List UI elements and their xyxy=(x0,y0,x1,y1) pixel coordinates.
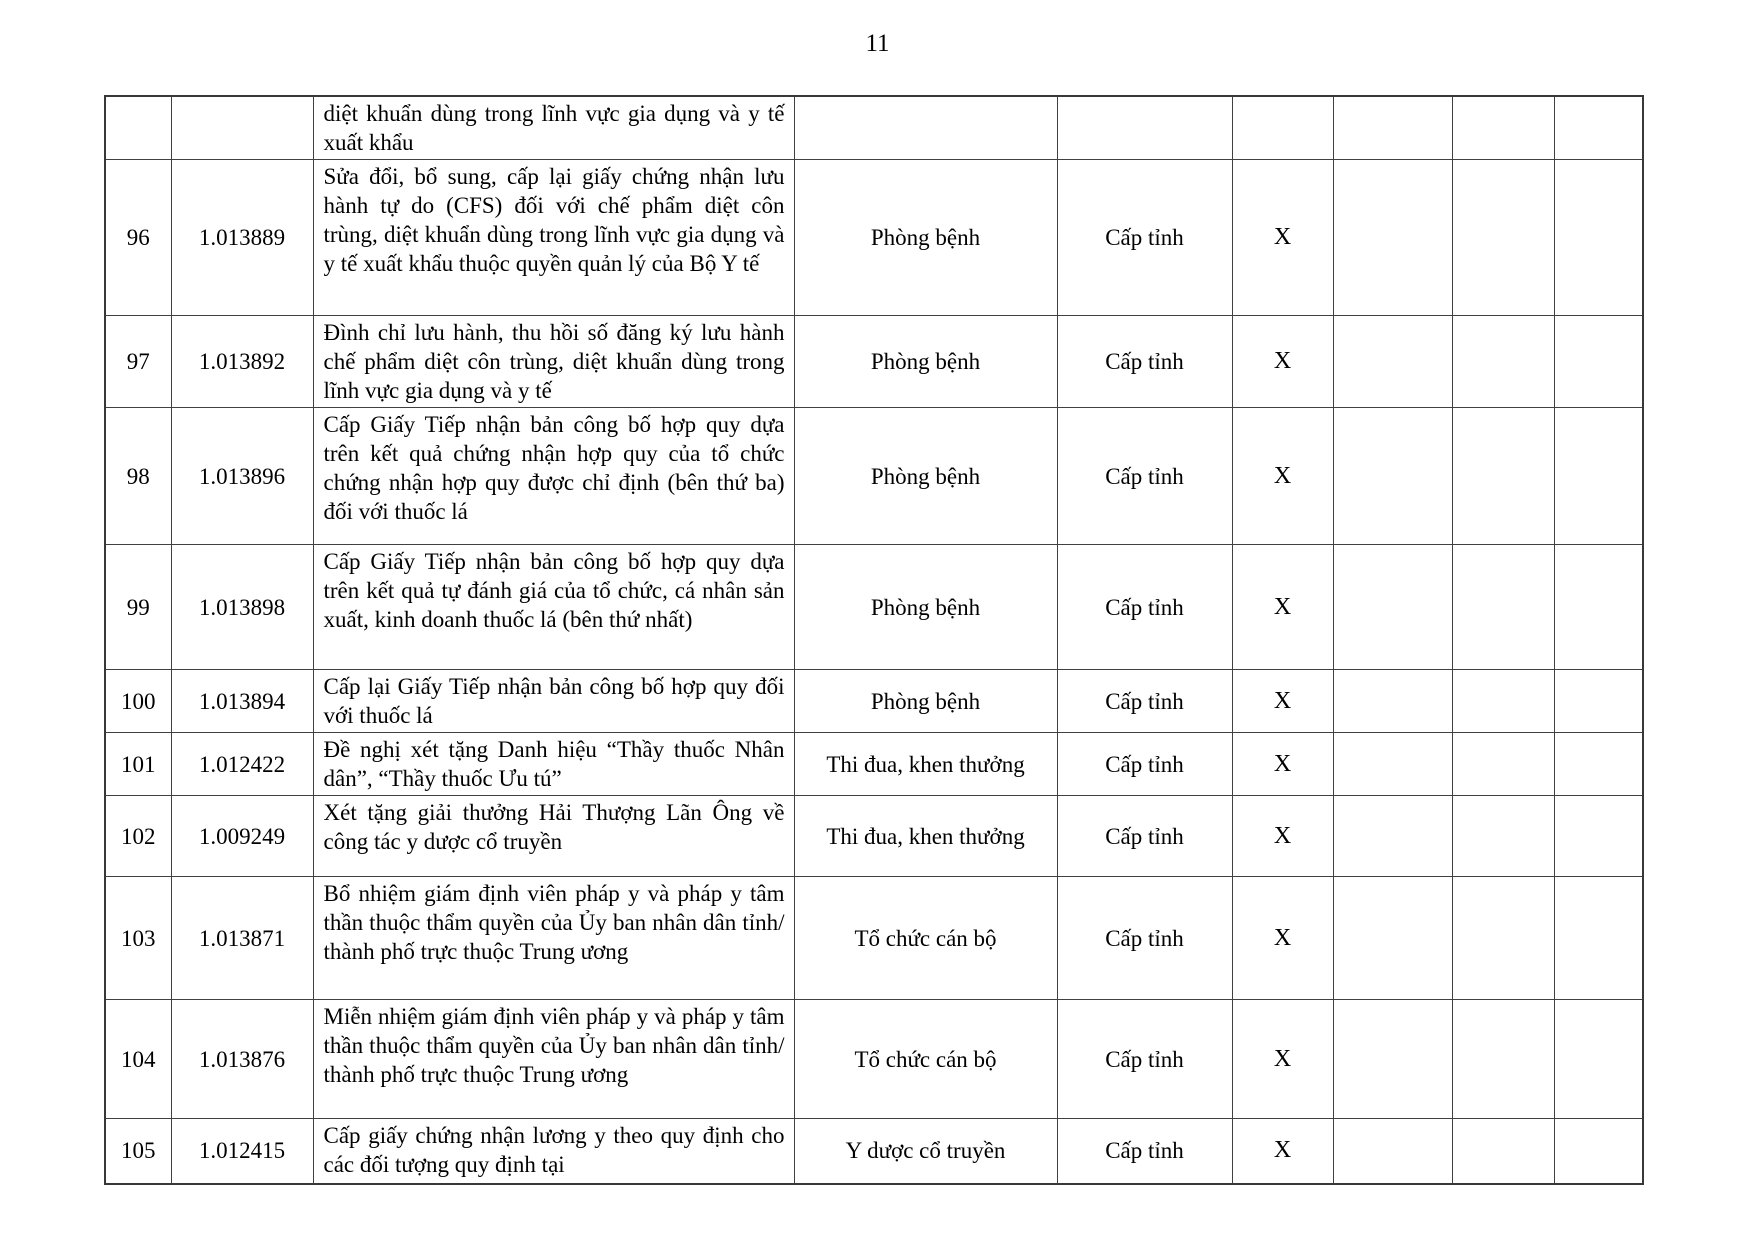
cell-mark: X xyxy=(1232,545,1333,670)
table-row xyxy=(105,408,1643,545)
cell-stt: 99 xyxy=(105,545,171,670)
cell-mark: X xyxy=(1232,1119,1333,1184)
cell-code: 1.013892 xyxy=(171,316,313,408)
cell-code: 1.012415 xyxy=(171,1119,313,1184)
cell-mark xyxy=(1232,96,1333,160)
cell-field: Y dược cổ truyền xyxy=(794,1119,1057,1184)
cell-blank-2 xyxy=(1452,316,1554,408)
cell-code: 1.013898 xyxy=(171,545,313,670)
cell-field: Phòng bệnh xyxy=(794,316,1057,408)
cell-blank-1 xyxy=(1333,670,1452,733)
cell-level: Cấp tỉnh xyxy=(1057,408,1232,545)
table-row xyxy=(105,160,1643,316)
page-number: 11 xyxy=(865,30,890,57)
cell-blank-2 xyxy=(1452,1000,1554,1119)
cell-blank-1 xyxy=(1333,408,1452,545)
cell-level: Cấp tỉnh xyxy=(1057,316,1232,408)
cell-blank-2 xyxy=(1452,408,1554,545)
cell-name: Cấp lại Giấy Tiếp nhận bản công bố hợp quy đối với thuốc lá xyxy=(313,670,794,733)
cell-level xyxy=(1057,96,1232,160)
cell-level: Cấp tỉnh xyxy=(1057,733,1232,796)
cell-level: Cấp tỉnh xyxy=(1057,160,1232,316)
table-row xyxy=(105,877,1643,1000)
cell-name: Miễn nhiệm giám định viên pháp y và pháp y tâm thần thuộc thẩm quyền của Ủy ban nhân dân tỉnh/ thành phố trực thuộc Trung ương xyxy=(313,1000,794,1119)
cell-blank-1 xyxy=(1333,1000,1452,1119)
cell-stt: 105 xyxy=(105,1119,171,1184)
table-row xyxy=(105,670,1643,733)
table-row xyxy=(105,1119,1643,1184)
cell-mark: X xyxy=(1232,877,1333,1000)
cell-mark: X xyxy=(1232,796,1333,877)
cell-blank-2 xyxy=(1452,796,1554,877)
cell-code: 1.013876 xyxy=(171,1000,313,1119)
cell-blank-1 xyxy=(1333,796,1452,877)
cell-mark: X xyxy=(1232,316,1333,408)
cell-blank-3 xyxy=(1554,96,1643,160)
table-row xyxy=(105,1000,1643,1119)
cell-mark: X xyxy=(1232,670,1333,733)
cell-field: Phòng bệnh xyxy=(794,160,1057,316)
cell-field: Thi đua, khen thưởng xyxy=(794,733,1057,796)
cell-blank-3 xyxy=(1554,796,1643,877)
cell-code: 1.013889 xyxy=(171,160,313,316)
cell-level: Cấp tỉnh xyxy=(1057,670,1232,733)
procedures-table xyxy=(104,95,1644,1185)
cell-blank-2 xyxy=(1452,670,1554,733)
cell-mark: X xyxy=(1232,733,1333,796)
cell-stt xyxy=(105,96,171,160)
cell-blank-3 xyxy=(1554,160,1643,316)
cell-field: Thi đua, khen thưởng xyxy=(794,796,1057,877)
cell-blank-2 xyxy=(1452,160,1554,316)
cell-blank-2 xyxy=(1452,545,1554,670)
cell-code: 1.012422 xyxy=(171,733,313,796)
cell-blank-3 xyxy=(1554,545,1643,670)
cell-stt: 101 xyxy=(105,733,171,796)
cell-blank-1 xyxy=(1333,316,1452,408)
cell-level: Cấp tỉnh xyxy=(1057,545,1232,670)
cell-blank-1 xyxy=(1333,877,1452,1000)
cell-blank-1 xyxy=(1333,1119,1452,1184)
cell-mark: X xyxy=(1232,1000,1333,1119)
cell-field xyxy=(794,96,1057,160)
cell-name: Cấp Giấy Tiếp nhận bản công bố hợp quy dựa trên kết quả chứng nhận hợp quy của tổ chức chứng nhận hợp quy được chỉ định (bên thứ ba) đối với thuốc lá xyxy=(313,408,794,545)
cell-mark: X xyxy=(1232,408,1333,545)
cell-name: Đề nghị xét tặng Danh hiệu “Thầy thuốc Nhân dân”, “Thầy thuốc Ưu tú” xyxy=(313,733,794,796)
cell-stt: 96 xyxy=(105,160,171,316)
table-row xyxy=(105,545,1643,670)
cell-code: 1.013896 xyxy=(171,408,313,545)
cell-field: Tổ chức cán bộ xyxy=(794,1000,1057,1119)
cell-blank-2 xyxy=(1452,96,1554,160)
cell-name: diệt khuẩn dùng trong lĩnh vực gia dụng và y tế xuất khẩu xyxy=(313,96,794,160)
cell-blank-1 xyxy=(1333,96,1452,160)
cell-name: Cấp giấy chứng nhận lương y theo quy định cho các đối tượng quy định tại xyxy=(313,1119,794,1184)
cell-stt: 102 xyxy=(105,796,171,877)
cell-stt: 98 xyxy=(105,408,171,545)
cell-blank-1 xyxy=(1333,160,1452,316)
cell-blank-2 xyxy=(1452,877,1554,1000)
cell-blank-2 xyxy=(1452,733,1554,796)
cell-name: Bổ nhiệm giám định viên pháp y và pháp y tâm thần thuộc thẩm quyền của Ủy ban nhân dân tỉnh/ thành phố trực thuộc Trung ương xyxy=(313,877,794,1000)
cell-blank-1 xyxy=(1333,733,1452,796)
cell-blank-3 xyxy=(1554,670,1643,733)
cell-stt: 97 xyxy=(105,316,171,408)
cell-blank-3 xyxy=(1554,408,1643,545)
cell-code: 1.009249 xyxy=(171,796,313,877)
cell-field: Phòng bệnh xyxy=(794,545,1057,670)
cell-field: Phòng bệnh xyxy=(794,670,1057,733)
cell-blank-3 xyxy=(1554,1119,1643,1184)
cell-mark: X xyxy=(1232,160,1333,316)
cell-name: Đình chỉ lưu hành, thu hồi số đăng ký lưu hành chế phẩm diệt côn trùng, diệt khuẩn dùng trong lĩnh vực gia dụng và y tế xyxy=(313,316,794,408)
cell-blank-3 xyxy=(1554,316,1643,408)
cell-blank-3 xyxy=(1554,877,1643,1000)
cell-level: Cấp tỉnh xyxy=(1057,1119,1232,1184)
cell-name: Sửa đổi, bổ sung, cấp lại giấy chứng nhận lưu hành tự do (CFS) đối với chế phẩm diệt côn trùng, diệt khuẩn dùng trong lĩnh vực gia dụng và y tế xuất khẩu thuộc quyền quản lý của Bộ Y tế xyxy=(313,160,794,316)
cell-code xyxy=(171,96,313,160)
cell-stt: 100 xyxy=(105,670,171,733)
cell-field: Phòng bệnh xyxy=(794,408,1057,545)
cell-stt: 104 xyxy=(105,1000,171,1119)
cell-name: Cấp Giấy Tiếp nhận bản công bố hợp quy dựa trên kết quả tự đánh giá của tổ chức, cá nhân sản xuất, kinh doanh thuốc lá (bên thứ nhất) xyxy=(313,545,794,670)
cell-level: Cấp tỉnh xyxy=(1057,1000,1232,1119)
table-row xyxy=(105,733,1643,796)
cell-code: 1.013894 xyxy=(171,670,313,733)
cell-blank-3 xyxy=(1554,733,1643,796)
cell-blank-1 xyxy=(1333,545,1452,670)
cell-level: Cấp tỉnh xyxy=(1057,877,1232,1000)
cell-stt: 103 xyxy=(105,877,171,1000)
cell-blank-3 xyxy=(1554,1000,1643,1119)
cell-blank-2 xyxy=(1452,1119,1554,1184)
cell-field: Tổ chức cán bộ xyxy=(794,877,1057,1000)
table-row xyxy=(105,796,1643,877)
cell-name: Xét tặng giải thưởng Hải Thượng Lãn Ông về công tác y dược cổ truyền xyxy=(313,796,794,877)
cell-code: 1.013871 xyxy=(171,877,313,1000)
table-row xyxy=(105,96,1643,160)
cell-level: Cấp tỉnh xyxy=(1057,796,1232,877)
table-row xyxy=(105,316,1643,408)
